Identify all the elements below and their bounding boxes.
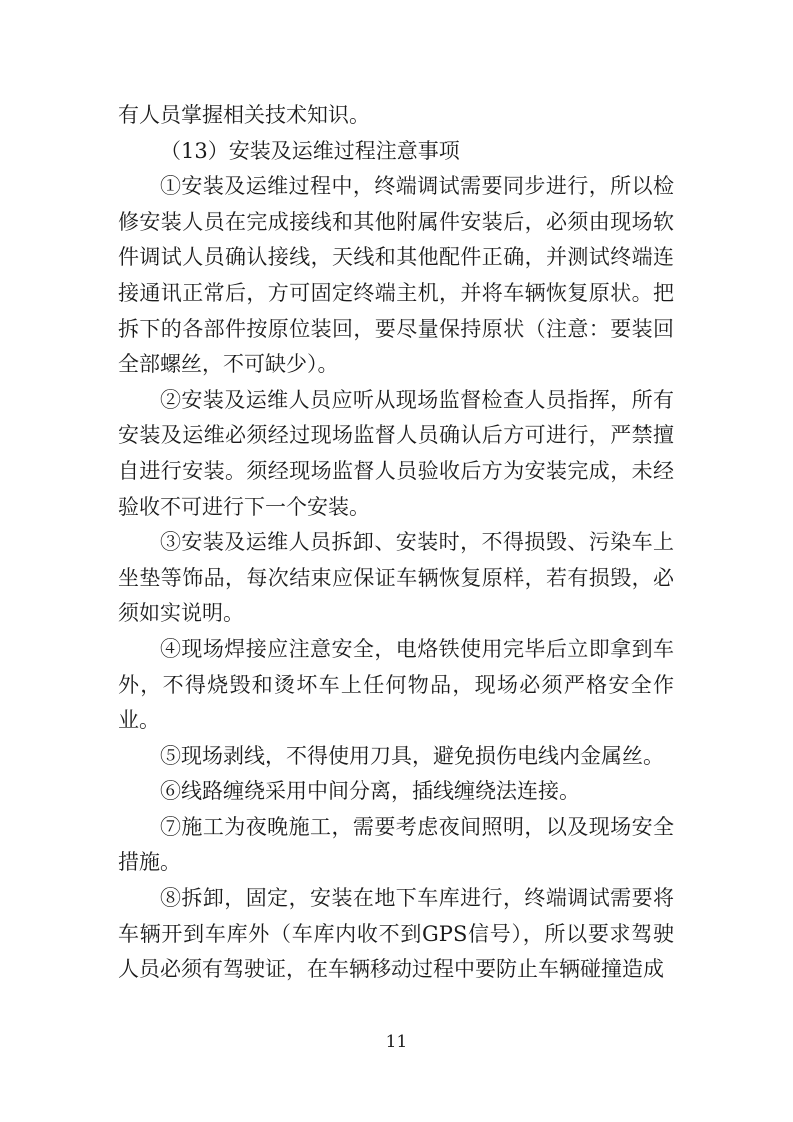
paragraph-item-2: ②安装及运维人员应听从现场监督检查人员指挥，所有安装及运维必须经过现场监督人员确认后方可进行，严禁擅自进行安装。须经现场监督人员验收后方为安装完成，未经验收不可进行下一个安装。: [118, 387, 674, 519]
paragraph-item-6: ⑥线路缠绕采用中间分离，插线缠绕法连接。: [160, 779, 580, 804]
paragraph-item-1: ①安装及运维过程中，终端调试需要同步进行，所以检修安装人员在完成接线和其他附属件安装后，必须由现场软件调试人员确认接线，天线和其他配件正确，并测试终端连接通讯正常后，方可固定终端主机，并将车辆恢复原状。把拆下的各部件按原位装回，要尽量保持原状（注意：要装回全部螺丝，不可缺少）。: [118, 174, 674, 377]
paragraph-item-8: ⑧拆卸，固定，安装在地下车库进行，终端调试需要将车辆开到车库外（车库内收不到GPS信号），所以要求驾驶人员必须有驾驶证，在车辆移动过程中要防止车辆碰撞造成: [118, 886, 674, 982]
body-text: [118, 98, 674, 988]
paragraph-item-5: ⑤现场剥线，不得使用刀具，避免损伤电线内金属丝。: [160, 743, 664, 768]
paragraph-item-7: ⑦施工为夜晚施工，需要考虑夜间照明，以及现场安全措施。: [118, 814, 674, 875]
paragraph-item-3: ③安装及运维人员拆卸、安装时，不得损毁、污染车上坐垫等饰品，每次结束应保证车辆恢复原样，若有损毁，必须如实说明。: [118, 530, 674, 626]
paragraph-item-4: ④现场焊接应注意安全，电烙铁使用完毕后立即拿到车外，不得烧毁和烫坏车上任何物品，现场必须严格安全作业。: [118, 636, 674, 733]
section-heading: （13）安装及运维过程注意事项: [160, 138, 460, 163]
page-number: 11: [385, 1032, 408, 1052]
paragraph-continuation: 有人员掌握相关技术知识。: [118, 103, 370, 127]
